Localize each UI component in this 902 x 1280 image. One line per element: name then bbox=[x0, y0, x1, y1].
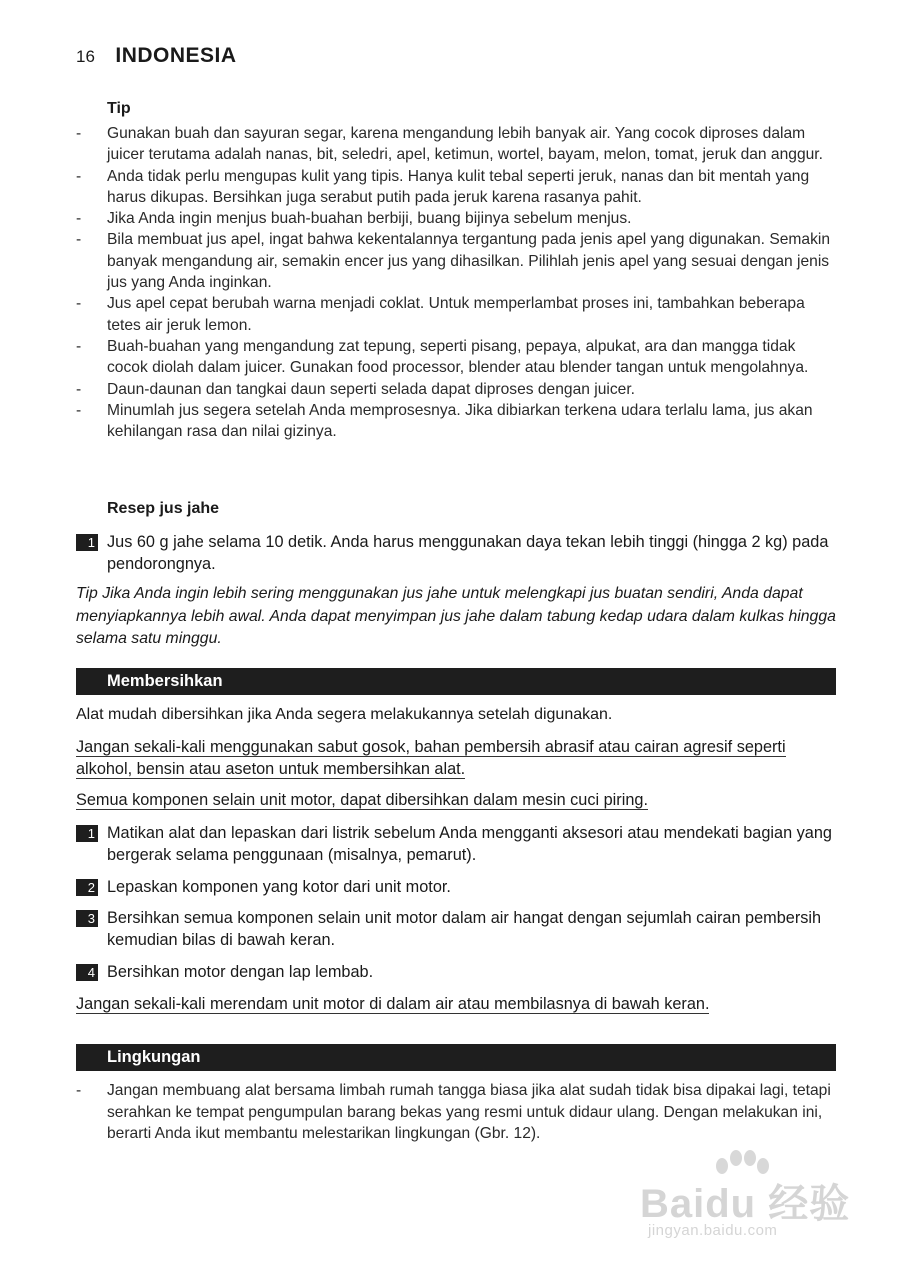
step-text: Jus 60 g jahe selama 10 detik. Anda harus menggunakan daya tekan lebih tinggi (hingga 2 kg) pada pendorongnya. bbox=[107, 533, 829, 573]
list-item: - Gunakan buah dan sayuran segar, karena mengandung lebih banyak air. Yang cocok diproses dalam juicer terutama adalah nanas, bit, seledri, apel, ketimun, wortel, bayam, melon, tomat, jeruk dan anggur. bbox=[76, 125, 823, 164]
warning-text: Jangan sekali-kali merendam unit motor di dalam air atau membilasnya di bawah keran. bbox=[76, 995, 710, 1013]
list-item: - Jus apel cepat berubah warna menjadi coklat. Untuk memperlambat proses ini, tambahkan beberapa tetes air jeruk lemon. bbox=[76, 295, 805, 334]
section-title: INDONESIA bbox=[115, 44, 237, 67]
list-item: - Bila membuat jus apel, ingat bahwa kekentalannya tergantung pada jenis apel yang digunakan. Semakin banyak mengandung air, semakin encer jus yang dihasilkan. Pilihlah jenis apel yang sesuai dengan jenis jus yang Anda inginkan. bbox=[76, 231, 831, 292]
list-item: - Jangan membuang alat bersama limbah rumah tangga biasa jika alat sudah tidak bisa dipakai lagi, tetapi serahkan ke tempat pengumpulan barang bekas yang resmi untuk didaur ulang. Dengan melakukan ini, berarti Anda ikut membantu melestarikan lingkungan (Gbr. 12). bbox=[76, 1082, 831, 1142]
recipe-step bbox=[76, 531, 836, 575]
watermark-logo: Baidu 经验 bbox=[640, 1182, 851, 1226]
warning-block bbox=[76, 993, 846, 1015]
step-text: Bersihkan motor dengan lap lembab. bbox=[107, 963, 374, 981]
step-number-badge: 1 bbox=[76, 825, 98, 842]
cleaning-step bbox=[76, 822, 836, 866]
cleaning-intro: Alat mudah dibersihkan jika Anda segera melakukannya setelah digunakan. bbox=[76, 706, 613, 723]
recipe-heading: Resep jus jahe bbox=[107, 500, 220, 517]
cleaning-step bbox=[76, 876, 836, 898]
step-number-badge: 2 bbox=[76, 879, 98, 896]
watermark-url: jingyan.baidu.com bbox=[648, 1222, 778, 1239]
step-number-badge: 4 bbox=[76, 964, 98, 981]
step-text: Lepaskan komponen yang kotor dari unit motor. bbox=[107, 878, 451, 896]
page-number: 16 bbox=[76, 47, 95, 66]
list-item: - Daun-daunan dan tangkai daun seperti selada dapat diproses dengan juicer. bbox=[76, 380, 635, 398]
italic-tip: Tip Jika Anda ingin lebih sering menggunakan jus jahe untuk melengkapi jus buatan sendiri, Anda dapat menyiapkannya lebih awal. Anda dapat menyimpan jus jahe dalam tabung kedap udara dalam kulkas hingga selama satu minggu. bbox=[76, 585, 836, 647]
list-item: - Minumlah jus segera setelah Anda memprosesnya. Jika dibiarkan terkena udara terlalu lama, jus akan kehilangan rasa dan nilai gizinya. bbox=[76, 401, 813, 441]
cleaning-step bbox=[76, 961, 836, 983]
section-bar-cleaning: Membersihkan bbox=[76, 668, 836, 695]
step-number-badge: 3 bbox=[76, 910, 98, 927]
section-bar-environment: Lingkungan bbox=[76, 1044, 836, 1071]
warning-block bbox=[76, 789, 846, 811]
watermark bbox=[640, 1150, 860, 1250]
list-item: - Buah-buahan yang mengandung zat tepung, seperti pisang, pepaya, alpukat, ara dan mangga tidak cocok diolah dalam juicer. Gunakan food processor, blender atau blender tangan untuk mengolahnya. bbox=[76, 337, 809, 377]
warning-text: Jangan sekali-kali menggunakan sabut gosok, bahan pembersih abrasif atau cairan agresif seperti alkohol, bensin atau aseton untuk membersihkan alat. bbox=[76, 738, 786, 778]
page-header bbox=[76, 44, 237, 68]
list-item: - Jika Anda ingin menjus buah-buahan berbiji, buang bijinya sebelum menjus. bbox=[76, 210, 632, 228]
list-item: - Anda tidak perlu mengupas kulit yang tipis. Hanya kulit tebal seperti jeruk, nanas dan bit mentah yang harus dikupas. Bersihkan juga serabut putih pada jeruk karena rasanya pahit. bbox=[76, 167, 810, 206]
tip-heading: Tip bbox=[107, 100, 131, 117]
step-text: Matikan alat dan lepaskan dari listrik sebelum Anda mengganti aksesori atau mendekati bagian yang bergerak selama penggunaan (misalnya, pemarut). bbox=[107, 824, 832, 864]
warning-block bbox=[76, 736, 846, 780]
warning-text: Semua komponen selain unit motor, dapat dibersihkan dalam mesin cuci piring. bbox=[76, 791, 648, 809]
tip-list bbox=[76, 123, 836, 442]
step-text: Bersihkan semua komponen selain unit motor dalam air hangat dengan sejumlah cairan pembersih kemudian bilas di bawah keran. bbox=[107, 909, 822, 949]
cleaning-step bbox=[76, 907, 836, 951]
environment-text: Jangan membuang alat bersama limbah rumah tangga biasa jika alat sudah tidak bisa dipakai lagi, tetapi serahkan ke tempat pengumpulan barang bekas yang resmi untuk didaur ulang. Dengan melakukan ini, berarti Anda ikut membantu melestarikan lingkungan (Gbr. 12). bbox=[107, 1082, 831, 1142]
step-number-badge: 1 bbox=[76, 534, 98, 551]
